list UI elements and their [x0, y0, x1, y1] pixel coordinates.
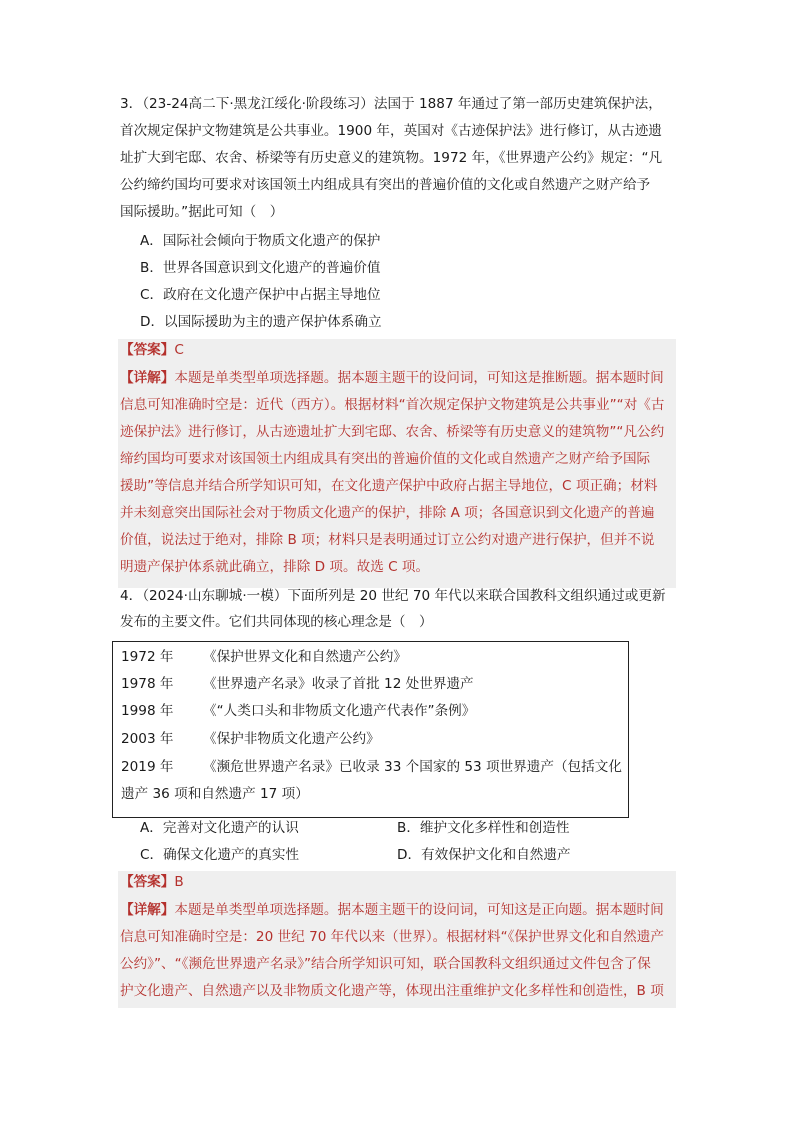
table-row	[121, 726, 380, 753]
table-row	[121, 671, 474, 698]
q3-detail-line: 并未刻意突出国际社会对于物质文化遗产的保护，排除 A 项；各国意识到文化遗产的普遍	[120, 505, 655, 521]
q4-stem-line: 发布的主要文件。它们共同体现的核心理念是（ ）	[120, 614, 433, 630]
q3-answer-value: C	[174, 342, 184, 358]
q3-detail-line: 迹保护法》进行修订，从古迹遗址扩大到宅邸、农舍、桥梁等有历史意义的建筑物”“凡公约	[120, 424, 665, 440]
q3-detail-line: 信息可知准确时空是：近代（西方）。根据材料“首次规定保护文物建筑是公共事业”“对《古	[120, 397, 665, 413]
q3-detail-line: 明遗产保护体系就此确立，排除 D 项。故选 C 项。	[120, 559, 430, 575]
q3-stem-line: 首次规定保护文物建筑是公共事业。1900 年，英国对《古迹保护法》进行修订，从古迹遗	[120, 123, 662, 139]
q3-option-b: B．世界各国意识到文化遗产的普遍价值	[140, 260, 381, 276]
q4-material-table	[112, 641, 629, 818]
table-row	[121, 698, 475, 725]
q3-option-d: D．以国际援助为主的遗产保护体系确立	[140, 314, 382, 330]
q3-detail-text: 本题是单类型单项选择题。据本题主题干的设问词，可知这是推断题。据本题时间	[174, 370, 664, 386]
q3-detail-label: 【详解】	[120, 370, 175, 386]
q4-detail-line: 信息可知准确时空是：20 世纪 70 年代以来（世界）。根据材料“《保护世界文化和自然遗产	[120, 929, 664, 945]
q4-detail-text: 本题是单类型单项选择题。据本题主题干的设问词，可知这是正向题。据本题时间	[174, 902, 664, 918]
q3-detail-line	[120, 365, 676, 392]
table-text: 《“人类口头和非物质文化遗产代表作”条例》	[203, 703, 476, 719]
q3-stem-line: 公约缔约国均可要求对该国领土内组成具有突出的普遍价值的文化或自然遗产之财产给予	[120, 177, 651, 193]
q3-answer-label: 【答案】	[120, 342, 175, 358]
q3-detail-line: 价值，说法过于绝对，排除 B 项；材料只是表明通过订立公约对遗产进行保护，但并不说	[120, 532, 655, 548]
table-row	[121, 754, 622, 781]
q4-answer-line	[120, 869, 676, 896]
q4-option-d: D．有效保护文化和自然遗产	[397, 847, 571, 863]
table-text: 《世界遗产名录》收录了首批 12 处世界遗产	[203, 676, 474, 692]
q4-detail-line	[120, 897, 676, 924]
table-text: 《保护非物质文化遗产公约》	[203, 731, 380, 747]
q3-detail-line: 缔约国均可要求对该国领土内组成具有突出的普遍价值的文化或自然遗产之财产给予国际	[120, 451, 651, 467]
table-text: 《保护世界文化和自然遗产公约》	[203, 649, 407, 665]
table-year: 2003 年	[121, 731, 174, 747]
q4-option-c: C．确保文化遗产的真实性	[140, 847, 300, 863]
table-year: 2019 年	[121, 759, 174, 775]
table-year: 1978 年	[121, 676, 174, 692]
table-text: 《濒危世界遗产名录》已收录 33 个国家的 53 项世界遗产（包括文化	[203, 759, 622, 775]
table-year: 1972 年	[121, 649, 174, 665]
q3-stem-line: 址扩大到宅邸、农舍、桥梁等有历史意义的建筑物。1972 年，《世界遗产公约》规定：“凡	[120, 150, 663, 166]
q3-stem-line: 3．（23-24高二下·黑龙江绥化·阶段练习）法国于 1887 年通过了第一部历史建筑保护法，	[120, 96, 662, 112]
q4-answer-label: 【答案】	[120, 874, 175, 890]
q4-detail-line: 公约》”、“《濒危世界遗产名录》”结合所学知识可知，联合国教科文组织通过文件包含了保	[120, 956, 651, 972]
q4-detail-label: 【详解】	[120, 902, 175, 918]
q3-stem-line: 国际援助。”据此可知（ ）	[120, 204, 284, 220]
q3-answer-line	[120, 337, 676, 364]
q3-detail-line: 援助”等信息并结合所学知识可知，在文化遗产保护中政府占据主导地位，C 项正确；材料	[120, 478, 658, 494]
table-year: 1998 年	[121, 703, 174, 719]
q4-stem-line: 4．（2024·山东聊城·一模）下面所列是 20 世纪 70 年代以来联合国教科文组织通过或更新	[120, 588, 666, 604]
q4-option-b: B．维护文化多样性和创造性	[397, 820, 570, 836]
q3-option-c: C．政府在文化遗产保护中占据主导地位	[140, 287, 381, 303]
q4-option-a: A．完善对文化遗产的认识	[140, 820, 299, 836]
q3-option-a: A．国际社会倾向于物质文化遗产的保护	[140, 233, 381, 249]
table-row	[121, 644, 407, 671]
q4-detail-line: 护文化遗产、自然遗产以及非物质文化遗产等，体现出注重维护文化多样性和创造性，B 项	[120, 983, 664, 999]
table-row-continuation: 遗产 36 项和自然遗产 17 项）	[121, 786, 309, 802]
q4-answer-value: B	[174, 874, 184, 890]
